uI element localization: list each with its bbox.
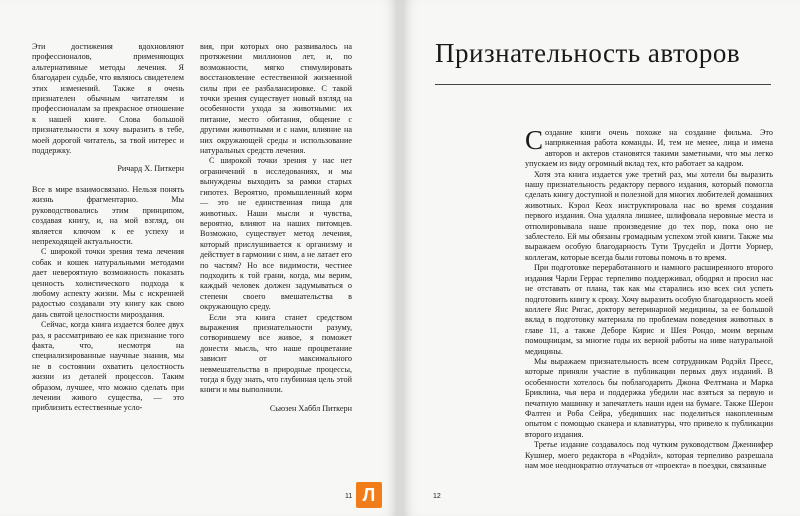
paragraph: При подготовке переработанного и намного расширенного второго издания Чарли Геррас терпеливо поддерживал, ободрял и просил нас не отставать от плана, так как мы старались изо всех сил успеть подготовить книгу к сроку. Хочу выразить особую благодарность моей коллеге Янс Ригас, доктору ветеринарной медицины, за ее большой вклад в подготовку материала по проблемам поведения животных в главе 11, а также Деборе Кирис и Шея Рондо, моим верным помощницам, за многие годы их верной работы на ниве натуральной медицины. [525,263,773,356]
paragraph: Хотя эта книга издается уже третий раз, мы хотели бы выразить нашу признательность редактору первого издания, который помогла сделать книгу доступной и полезной для многих любителей домашних животных. Кэрол Кеох инструктировала нас во время создания первого издания. Она удаляла лишнее, шлифовала неровные места и отполировывала наше произведение до тех пор, пока оно не заблестело. Ей мы обязаны громадным успехом этой книги. Также мы выражаем особую благодарность Тути Трусдейл и Дотти Уорнер, коллегам, которые всегда были готовы помочь в то время. [525,169,773,262]
signature-richard: Ричард Х. Питкерн [117,164,184,174]
page-number: 11 [345,493,353,500]
paragraph: Третье издание создавалось под чутким руководством Дженнифер Кушнер, моего редактора в «Родэйл», которая терпеливо разрешала нам мое неоднократно отлучаться от «проекта» в поездки, связанные [525,440,773,470]
left-column-1 [32,42,184,414]
title-divider [435,84,771,85]
right-page [403,0,800,516]
drop-cap: С [525,125,544,155]
paragraph: Сейчас, когда книга издается более двух раз, я рассматриваю ее как признание того факта, что, несмотря на специализированные научные знания, мы не в состоянии охватить целостность жизни из деталей процессов. Таким образом, лучшее, что можно сделать при лечении живого существа, — это приблизить естественные усло- [32,320,184,413]
page-number: 12 [433,493,441,500]
publisher-logo [356,482,382,508]
left-page [0,0,397,516]
paragraph-first [525,125,773,170]
left-column-2 [200,42,352,414]
paragraph: С широкой точки зрения у нас нет ограничений в исследованиях, и мы вынуждены выходить за рамки старых гипотез. Вероятно, промышленный корм — это не единственная пища для животных. Наши мысли и чувства, вероятно, влияют на наших питомцев. Возможно, существует метод лечения, который прислушивается к организму и действует в гармонии с ним, а не латает его по частям? Но все видимости, честнее подходить к той грани, когда, мы верим, каждый человек должен задумываться о степени своего вмешательства в окружающую среду. [200,156,352,312]
paragraph: вия, при которых оно развивалось на протяжении миллионов лет, и, по возможности, мягко стимулировать восстановление естественной жизненной силы при ее разбалансировке. С такой точки зрения существует новый взгляд на особенности ухода за животными: их питание, место обитания, общение с другими животными и с нами, влияние на них окружающей среды и использование натуральных средств лечения. [200,42,352,156]
logo-letter: Л [362,484,376,505]
paragraph: Эти достижения вдохновляют профессионалов, применяющих альтернативные методы лечения. Я благодарен судьбе, что являюсь свидетелем этих изменений. Также я очень признателен обычным читателям и профессионалам за прекрасное отношение к нашей книге. Слова большой признательности я хочу выразить в тебе, моей дорогой читатель, за твой интерес и поддержку. [32,42,184,156]
paragraph: С широкой точки зрения тема лечения собак и кошек натуральными методами дает невероятную возможность показать ценность холистического подхода к любому аспекту жизни. Мы с искренней радостью создавали эту книгу как свою дань святой целостности мироздания. [32,247,184,319]
page-title: Признательность авторов [435,38,741,68]
paragraph-text: оздание книги очень похоже на создание фильма. Это напряженная работа команды. И, тем не менее, лица и имена авторов и актеров становятся такими заметными, что мы легко упускаем из виду огромный вклад тех, кто работает за кадром. [525,128,773,169]
paragraph: Все в мире взаимосвязано. Нельзя понять жизнь фрагментарно. Мы руководствовались этим принципом, создавая книгу, и, на мой взгляд, он является ключом к ее успеху и непреходящей актуальности. [32,184,184,246]
signature-susan: Сьюзен Хаббл Питкерн [269,403,352,413]
paragraph: Если эта книга станет средством выражения признательности разуму, сотворившему все живое, я поможет донести мысль, что наше процветание зависит от максимального невмешательства в природные процессы, тогда я буду знать, что глубинная цель этой книги и мы выполнили. [200,312,352,395]
paragraph: Мы выражаем признательность всем сотрудникам Родэйл Пресс, которые приняли участие в публикации первых двух изданий. В особенности хотелось бы поблагодарить Джона Фелтмана и Марка Бриклина, чья вера и поддержка убедили нас взяться за первую и печатную машинку и запечатлеть наши идеи на бумаге. Также Шерон Фалтен и Роба Сейра, убедивших нас поделиться накопленным опытом с помощью сканера и клавиатуры, что привело к публикации второго издания. [525,356,773,439]
right-column [525,125,773,471]
